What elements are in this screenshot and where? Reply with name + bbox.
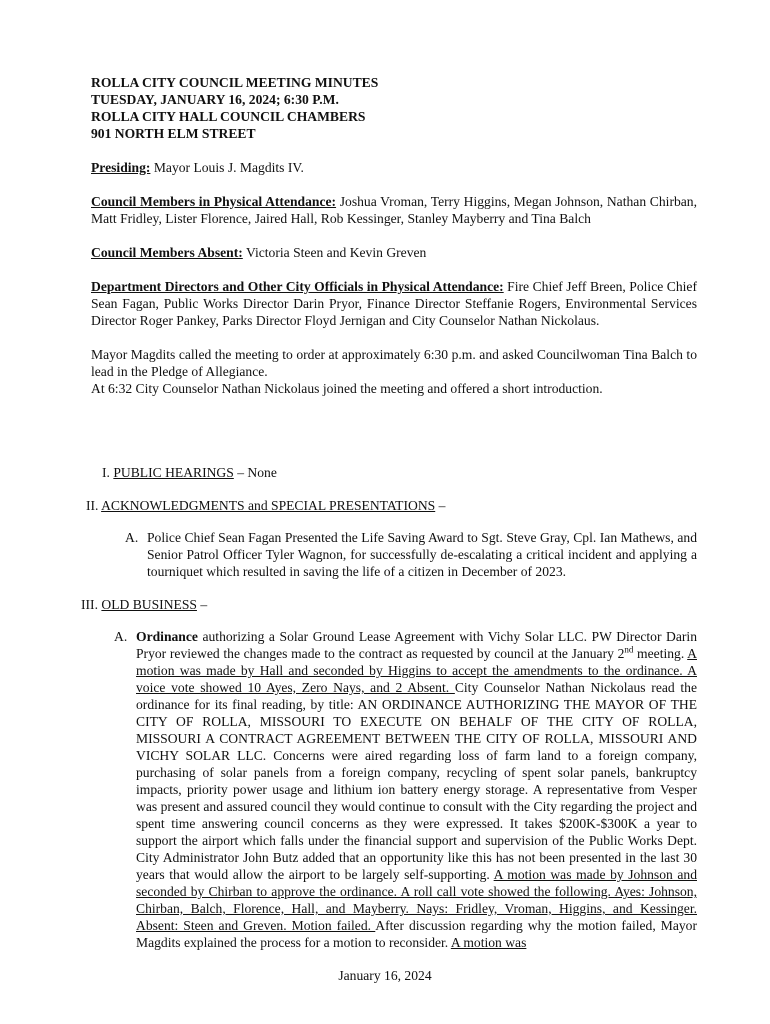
section-suffix: – (435, 498, 446, 513)
acknowledgment-item-a (125, 529, 697, 580)
ordinance-text-4: After discussion regarding why the motion failed, Mayor Magdits explained the process for a motion to reconsider. (136, 918, 697, 950)
item-marker: A. (125, 530, 139, 545)
header-address: 901 NORTH ELM STREET (91, 126, 256, 141)
council-absent-paragraph (91, 244, 697, 261)
header-title: ROLLA CITY COUNCIL MEETING MINUTES (91, 75, 379, 90)
section-acknowledgments (86, 497, 445, 514)
directors-paragraph (91, 278, 697, 329)
section-title: PUBLIC HEARINGS (113, 465, 234, 480)
council-present-text: Joshua Vroman, Terry Higgins, Megan Johnson, Nathan Chirban, Matt Fridley, Lister Florence, Jaired Hall, Rob Kessinger, Stanley Mayberry and Tina Balch (91, 194, 697, 226)
header-location: ROLLA CITY HALL COUNCIL CHAMBERS (91, 109, 366, 124)
council-present-paragraph (91, 193, 697, 227)
header-date: TUESDAY, JANUARY 16, 2024; 6:30 P.M. (91, 92, 339, 107)
item-text: Police Chief Sean Fagan Presented the Life Saving Award to Sgt. Steve Gray, Cpl. Ian Mathews, and Senior Patrol Officer Tyler Wagnon, for successfully de-escalating a critical incident and applying a tourniquet which resulted in saving the life of a citizen in December of 2023. (147, 530, 697, 579)
presiding-label: Presiding: (91, 160, 151, 175)
section-public-hearings (102, 464, 277, 481)
motion-reconsider: A motion was (450, 935, 527, 950)
ordinance-lead: Ordinance (136, 629, 198, 644)
directors-text: Fire Chief Jeff Breen, Police Chief Sean Fagan, Public Works Director Darin Pryor, Finance Director Steffanie Rogers, Environmental Services Director Roger Pankey, Parks Director Floyd Jernigan and City Counselor Nathan Nickolaus. (91, 279, 697, 328)
document-header (91, 74, 697, 142)
section-old-business (81, 596, 207, 613)
minutes-page (91, 74, 697, 397)
council-absent-label: Council Members Absent: (91, 245, 243, 260)
section-numeral: III. (81, 597, 98, 612)
presiding-text: Mayor Louis J. Magdits IV. (150, 160, 304, 175)
footer-date: January 16, 2024 (338, 968, 432, 983)
council-present-label: Council Members in Physical Attendance: (91, 194, 337, 209)
section-numeral: II. (86, 498, 99, 513)
motion-amendments: A motion was made by Hall and seconded by Higgins to accept the amendments to the ordinance. A voice vote showed 10 Ayes, Zero Nays, and 2 Absent. (136, 646, 697, 695)
counselor-joined-text: At 6:32 City Counselor Nathan Nickolaus joined the meeting and offered a short introduction. (91, 381, 603, 396)
page-footer (0, 968, 770, 984)
motion-approve: A motion was made by Johnson and seconded by Chirban to approve the ordinance. A roll call vote showed the following. Ayes: Johnson, Chirban, Balch, Florence, Hall, and Mayberry. Nays: Fridley, Vroman, Higgins, and Kessinger. Absent: Steen and Greven. Motion failed. (136, 867, 697, 933)
section-title: OLD BUSINESS (101, 597, 197, 612)
section-title: ACKNOWLEDGMENTS and SPECIAL PRESENTATIONS (101, 498, 436, 513)
presiding-paragraph (91, 159, 697, 176)
ordinal-suffix: nd (624, 644, 634, 655)
section-suffix: – None (233, 465, 277, 480)
section-suffix: – (196, 597, 208, 612)
directors-label: Department Directors and Other City Officials in Physical Attendance: (91, 279, 504, 294)
section-numeral: I. (102, 465, 110, 480)
ordinance-text-3: City Counselor Nathan Nickolaus read the ordinance for its final reading, by title: AN ORDINANCE AUTHORIZING THE MAYOR OF THE CITY OF ROLLA, MISSOURI TO EXECUTE ON BEHALF OF THE CITY OF ROLLA, MISSOURI A CONTRACT AGREEMENT BETWEEN THE CITY OF ROLLA, MISSOURI AND VICHY SOLAR LLC. Concerns were aired regarding loss of farm land to a foreign company, purchasing of solar panels from a foreign company, recycling of spent solar panels, bankruptcy impacts, priority power usage and lithium ion battery energy storage. A representative from Vesper was present and assured council they would continue to consult with the City regarding the project and spent time answering council concerns as they were expressed. It takes $200K-$300K a year to support the airport which falls under the financial support and supervision of the Public Works Dept. City Administrator John Butz added that an opportunity like this has not been presented in the last 30 years that would allow the airport to be largely self-supporting. (136, 680, 697, 882)
ordinance-text-2: meeting. (633, 646, 688, 661)
old-business-item-a (114, 628, 697, 951)
ordinance-text-1: authorizing a Solar Ground Lease Agreement with Vichy Solar LLC. PW Director Darin Pryor reviewed the changes made to the contract as requested by council at the January 2 (136, 629, 697, 661)
call-to-order-text: Mayor Magdits called the meeting to order at approximately 6:30 p.m. and asked Councilwoman Tina Balch to lead in the Pledge of Allegiance. (91, 347, 697, 379)
opening-paragraph (91, 346, 697, 397)
item-marker: A. (114, 629, 128, 644)
council-absent-text: Victoria Steen and Kevin Greven (242, 245, 427, 260)
